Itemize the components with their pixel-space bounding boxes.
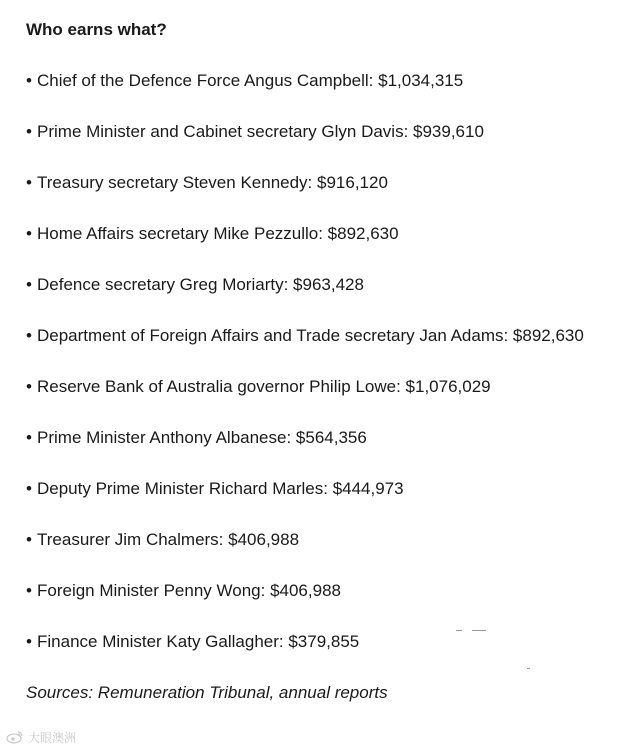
- bullet-mark: •: [26, 377, 32, 396]
- stray-mark: [472, 630, 486, 631]
- weibo-logo-icon: [6, 730, 24, 744]
- list-item-text: Prime Minister Anthony Albanese: $564,356: [37, 428, 367, 447]
- list-item-text: Prime Minister and Cabinet secretary Glyn Davis: $939,610: [37, 122, 484, 141]
- list-item-text: Treasury secretary Steven Kennedy: $916,120: [37, 173, 388, 192]
- bullet-mark: •: [26, 428, 32, 447]
- list-item: [26, 427, 636, 449]
- list-item-text: Deputy Prime Minister Richard Marles: $444,973: [37, 479, 404, 498]
- list-item: [26, 223, 636, 245]
- bullet-mark: •: [26, 632, 32, 651]
- bullet-mark: •: [26, 224, 32, 243]
- bullet-mark: •: [26, 173, 32, 192]
- list-item: [26, 325, 636, 347]
- list-item-text: Defence secretary Greg Moriarty: $963,428: [37, 275, 364, 294]
- section-heading: Who earns what?: [26, 20, 167, 39]
- list-item: [26, 478, 636, 500]
- list-item-text: Treasurer Jim Chalmers: $406,988: [37, 530, 300, 549]
- list-item: [26, 121, 636, 143]
- list-item: [26, 376, 636, 398]
- bullet-mark: •: [26, 326, 32, 345]
- list-item-text: Department of Foreign Affairs and Trade secretary Jan Adams: $892,630: [37, 326, 584, 345]
- list-item: [26, 274, 636, 296]
- salary-list: [26, 70, 636, 653]
- list-item-text: Home Affairs secretary Mike Pezzullo: $892,630: [37, 224, 399, 243]
- watermark-text: 大眼澳洲: [28, 730, 77, 745]
- stray-mark: [456, 630, 462, 631]
- list-item-text: Chief of the Defence Force Angus Campbell: $1,034,315: [37, 71, 464, 90]
- bullet-mark: •: [26, 71, 32, 90]
- bullet-mark: •: [26, 122, 32, 141]
- stray-mark: [527, 668, 530, 669]
- watermark: [6, 728, 76, 746]
- bullet-mark: •: [26, 479, 32, 498]
- list-item: [26, 529, 636, 551]
- list-item-text: Reserve Bank of Australia governor Philip Lowe: $1,076,029: [37, 377, 491, 396]
- list-item-text: Finance Minister Katy Gallagher: $379,855: [37, 632, 360, 651]
- list-item: [26, 70, 636, 92]
- list-item: [26, 631, 636, 653]
- bullet-mark: •: [26, 275, 32, 294]
- list-item: [26, 172, 636, 194]
- list-item: [26, 580, 636, 602]
- article-section: [26, 19, 636, 721]
- bullet-mark: •: [26, 530, 32, 549]
- bullet-mark: •: [26, 581, 32, 600]
- sources-note: Sources: Remuneration Tribunal, annual reports: [26, 683, 388, 702]
- list-item-text: Foreign Minister Penny Wong: $406,988: [37, 581, 341, 600]
